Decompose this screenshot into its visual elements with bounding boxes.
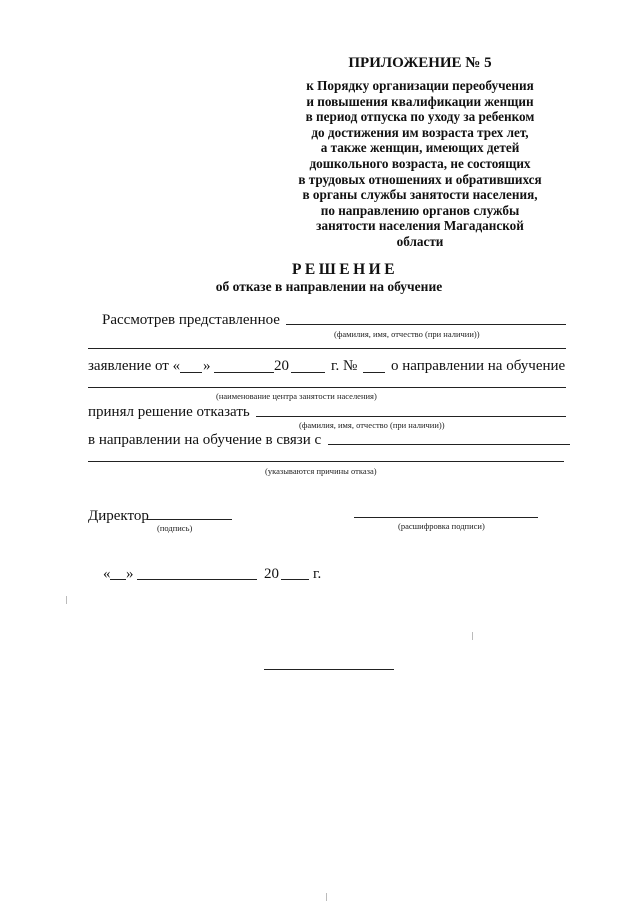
reason-caption: (указываются причины отказа): [265, 466, 377, 476]
statement-date-open: заявление от «: [88, 358, 181, 374]
date-month-line: [137, 579, 257, 580]
statement-date-close: »: [203, 358, 211, 374]
date-day-line: [110, 579, 126, 580]
appendix-line: в трудовых отношениях и обратившихся: [298, 171, 542, 187]
director-label: Директор: [88, 508, 149, 524]
reason-fill-line: [328, 444, 570, 445]
scan-mark: [472, 632, 473, 640]
appendix-line: к Порядку организации переобучения: [306, 78, 534, 93]
appendix-line: а также женщин, имеющих детей: [320, 140, 520, 156]
statement-suffix: о направлении на обучение: [391, 358, 566, 374]
appendix-line: до достижения им возраста трех лет,: [311, 124, 529, 140]
appendix-line: и повышения квалификации женщин: [306, 93, 534, 109]
decision-title: РЕШЕНИЕ: [291, 261, 399, 278]
signature-decode-line: [354, 517, 538, 518]
fio-caption-2: (фамилия, имя, отчество (при наличии)): [299, 420, 445, 430]
center-fill-line: [88, 387, 566, 388]
date-year-suffix: г.: [313, 566, 322, 582]
statement-number-line: [363, 372, 385, 373]
appendix-line: в период отпуска по уходу за ребенком: [305, 109, 535, 125]
appendix-line: области: [396, 233, 444, 249]
closing-separator-line: [264, 669, 394, 670]
statement-month-line: [214, 372, 274, 373]
signature-caption: (подпись): [157, 523, 193, 533]
decided-label: принял решение отказать: [88, 404, 250, 420]
blank-fill-line: [88, 348, 566, 349]
signature-decode-caption: (расшифровка подписи): [398, 521, 485, 531]
center-caption: (наименование центра занятости населения): [216, 391, 377, 401]
appendix-line: по направлению органов службы: [320, 202, 520, 218]
scan-mark: [66, 596, 67, 604]
scan-mark: [326, 893, 327, 901]
appendix-subtitle: [270, 78, 570, 250]
fio-caption: (фамилия, имя, отчество (при наличии)): [334, 329, 480, 339]
considered-fill-line: [286, 324, 566, 325]
statement-year-line: [291, 372, 325, 373]
appendix-title: ПРИЛОЖЕНИЕ № 5: [348, 55, 492, 71]
considered-label: Рассмотрев представленное: [102, 312, 280, 328]
appendix-line: дошкольного возраста, не состоящих: [309, 155, 531, 171]
date-year-line: [281, 579, 309, 580]
statement-number-label: г. №: [331, 358, 358, 374]
appendix-line: в органы службы занятости населения,: [302, 187, 538, 203]
reason-fill-line-2: [88, 461, 564, 462]
signature-line: [147, 519, 232, 520]
decided-fill-line: [256, 416, 566, 417]
appendix-line: занятости населения Магаданской: [316, 218, 524, 234]
statement-day-line: [180, 372, 202, 373]
decision-subtitle: об отказе в направлении на обучение: [215, 279, 443, 294]
reason-label: в направлении на обучение в связи с: [88, 432, 322, 448]
date-close-quote: »: [126, 566, 134, 582]
date-year-prefix: 20: [264, 566, 279, 582]
statement-year-prefix: 20: [274, 358, 289, 374]
date-open-quote: «: [103, 566, 111, 582]
